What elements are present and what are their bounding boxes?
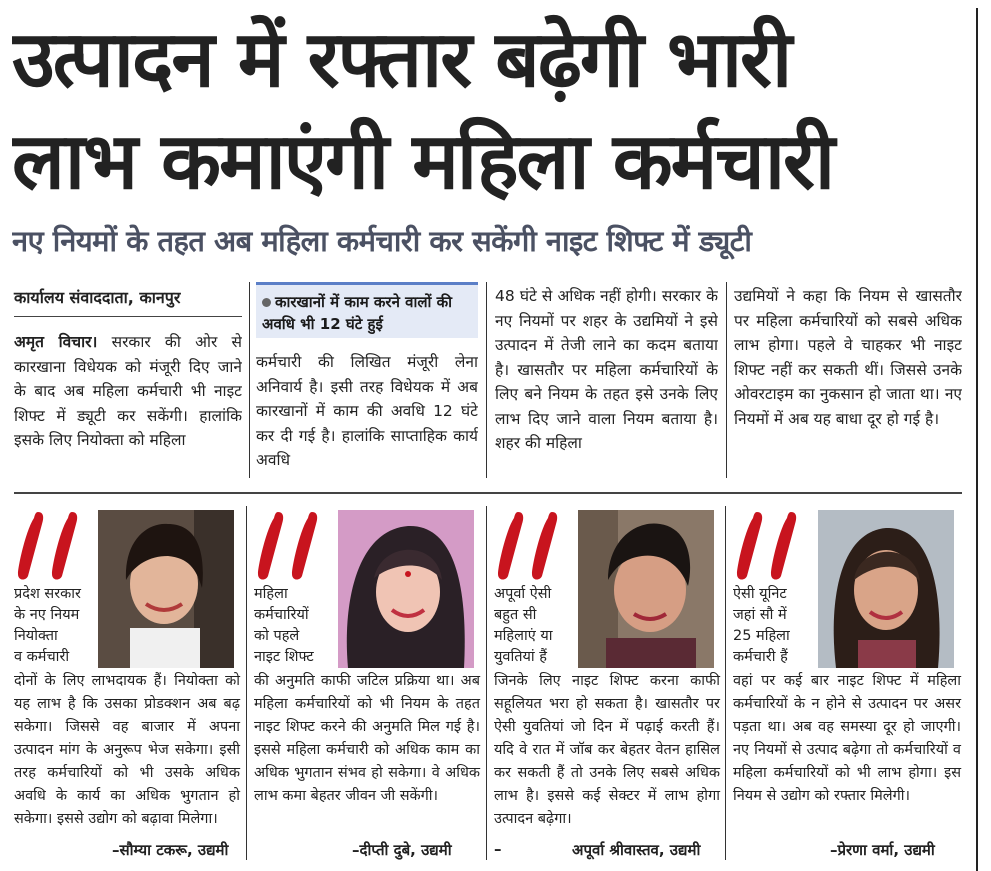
- photo-deepti: [338, 510, 474, 668]
- quote-3-body: जिनके लिए नाइट शिफ्ट करना काफी सहूलियत भरा हो सकता है। खासतौर पर ऐसी युवतियां जो दिन में पढ़ाई करती हैं। यदि वे रात में जॉब कर बेहतर वेतन हासिल कर सकती हैं तो उनके लिए सबसे अधिक लाभ है। इससे कई सेक्टर में लाभ होगा उत्पादन बढ़ेगा।: [494, 673, 720, 827]
- quote-1-lead: प्रदेश सरकार के नए नियम नियोक्ता व कर्मचारी: [14, 586, 81, 665]
- quote-mark-icon: [733, 510, 807, 582]
- quote-1-body: दोनों के लिए लाभदायक हैं। नियोक्ता को यह लाभ है कि उसका प्रोडक्शन अब बढ़ सकेगा। जिससे वह बाजार में अपना उत्पादन मांग के अनुरूप भेज सकेगा। इसी तरह कर्मचारियों को भी उसके अधिक अवधि के कार्य का अधिक भुगतान हो सकेगा। इससे उद्योग को बढ़ावा मिलेगा।: [14, 673, 240, 827]
- quote-divider-1: [246, 506, 247, 860]
- subheadline: नए नियमों के तहत अब महिला कर्मचारी कर सकेंगी नाइट शिफ्ट में ड्यूटी: [12, 224, 752, 258]
- quote-divider-3: [725, 506, 726, 860]
- quote-4-lead: ऐसी यूनिट जहां सौ में 25 महिला कर्मचारी हैं: [733, 586, 790, 665]
- article-lead: अमृत विचार।: [14, 333, 98, 351]
- quote-divider-2: [486, 506, 487, 860]
- column-divider-2: [486, 282, 487, 478]
- quote-2-body: की अनुमति काफी जटिल प्रक्रिया था। अब महिला कर्मचारियों को भी नियम के तहत नाइट शिफ्ट करने की अनुमति मिल गई है। इससे महिला कर्मचारी को अधिक काम का अधिक भुगतान संभव हो सकेगा। वे अधिक लाभ कमा बेहतर जीवन जी सकेंगी।: [254, 673, 480, 804]
- section-divider: [14, 492, 962, 494]
- article-column-3: 48 घंटे से अधिक नहीं होगी। सरकार के नए नियमों पर शहर के उद्यमियों ने इसे उत्पादन में तेजी लाने का कदम बताया है। खासतौर पर महिला कर्मचारियों के लिए बने नियम के तहत इसे उनके लिए लाभ दिए जाने वाला नियम बताया है। शहर की महिला: [495, 287, 718, 452]
- quote-3-signature: अपूर्वा श्रीवास्तव, उद्यमी: [572, 841, 701, 859]
- article-column-4: उद्यमियों ने कहा कि नियम से खासतौर पर महिला कर्मचारियों को सबसे अधिक लाभ होगा। पहले वे चाहकर भी नाइट शिफ्ट नहीं कर सकती थीं। जिससे उनके ओवरटाइम का नुकसान हो जाता था। नए नियमों में अब यह बाधा दूर हो गई है।: [734, 287, 962, 428]
- photo-prerna: [818, 510, 954, 668]
- byline-rule: [14, 316, 242, 317]
- quote-3-signature-dash: –: [494, 840, 502, 858]
- column-divider-3: [726, 282, 727, 478]
- quote-4-signature: –प्रेरणा वर्मा, उद्यमी: [830, 841, 935, 859]
- quote-2-signature: –दीप्ती दुबे, उद्यमी: [352, 841, 452, 859]
- quote-1-signature: –सौम्या टकरू, उद्यमी: [112, 841, 229, 859]
- headline-line-2: लाभ कमाएंगी महिला कर्मचारी: [12, 117, 834, 207]
- page-edge-rule: [976, 8, 978, 871]
- quote-mark-icon: [14, 510, 88, 582]
- byline: कार्यालय संवाददाता, कानपुर: [14, 288, 181, 307]
- headline-line-1: उत्पादन में रफ्तार बढ़ेगी भारी: [12, 15, 791, 105]
- article-column-1-text: सरकार की ओर से कारखाना विधेयक को मंजूरी दिए जाने के बाद अब महिला कर्मचारी भी नाइट शिफ्ट में ड्यूटी कर सकेंगी। हालांकि इसके लिए नियोक्ता को महिला: [14, 333, 242, 449]
- quote-4-body: वहां पर कई बार नाइट शिफ्ट में महिला कर्मचारियों के न होने से उत्पादन पर असर पड़ता था। अब वह समस्या दूर हो जाएगी। नए नियमों से उत्पाद बढ़ेगा तो कर्मचारियों व महिला कर्मचारियों को भी लाभ होगा। इस नियम से उद्योग को रफ्तार मिलेगी।: [733, 673, 961, 804]
- photo-saumya: [98, 510, 234, 668]
- highlight-text: कारखानों में काम करने वालों की अवधि भी 12 घंटे हुई: [262, 293, 453, 333]
- quote-3-lead: अपूर्वा ऐसी बहुत सी महिलाएं या युवतियां हैं: [494, 586, 553, 665]
- highlight-box: [256, 282, 478, 338]
- bullet-icon: [262, 298, 271, 307]
- quote-2-lead: महिला कर्मचारियों को पहले नाइट शिफ्ट: [254, 586, 314, 665]
- column-divider-1: [249, 282, 250, 478]
- article-column-1: [14, 330, 242, 478]
- quote-mark-icon: [254, 510, 328, 582]
- quote-mark-icon: [494, 510, 568, 582]
- photo-apurva: [578, 510, 714, 668]
- article-column-2: कर्मचारी की लिखित मंजूरी लेना अनिवार्य है। इसी तरह विधेयक में अब कारखानों में काम की अवधि 12 घंटे कर दी गई है। हालांकि साप्ताहिक कार्य अवधि: [256, 353, 478, 469]
